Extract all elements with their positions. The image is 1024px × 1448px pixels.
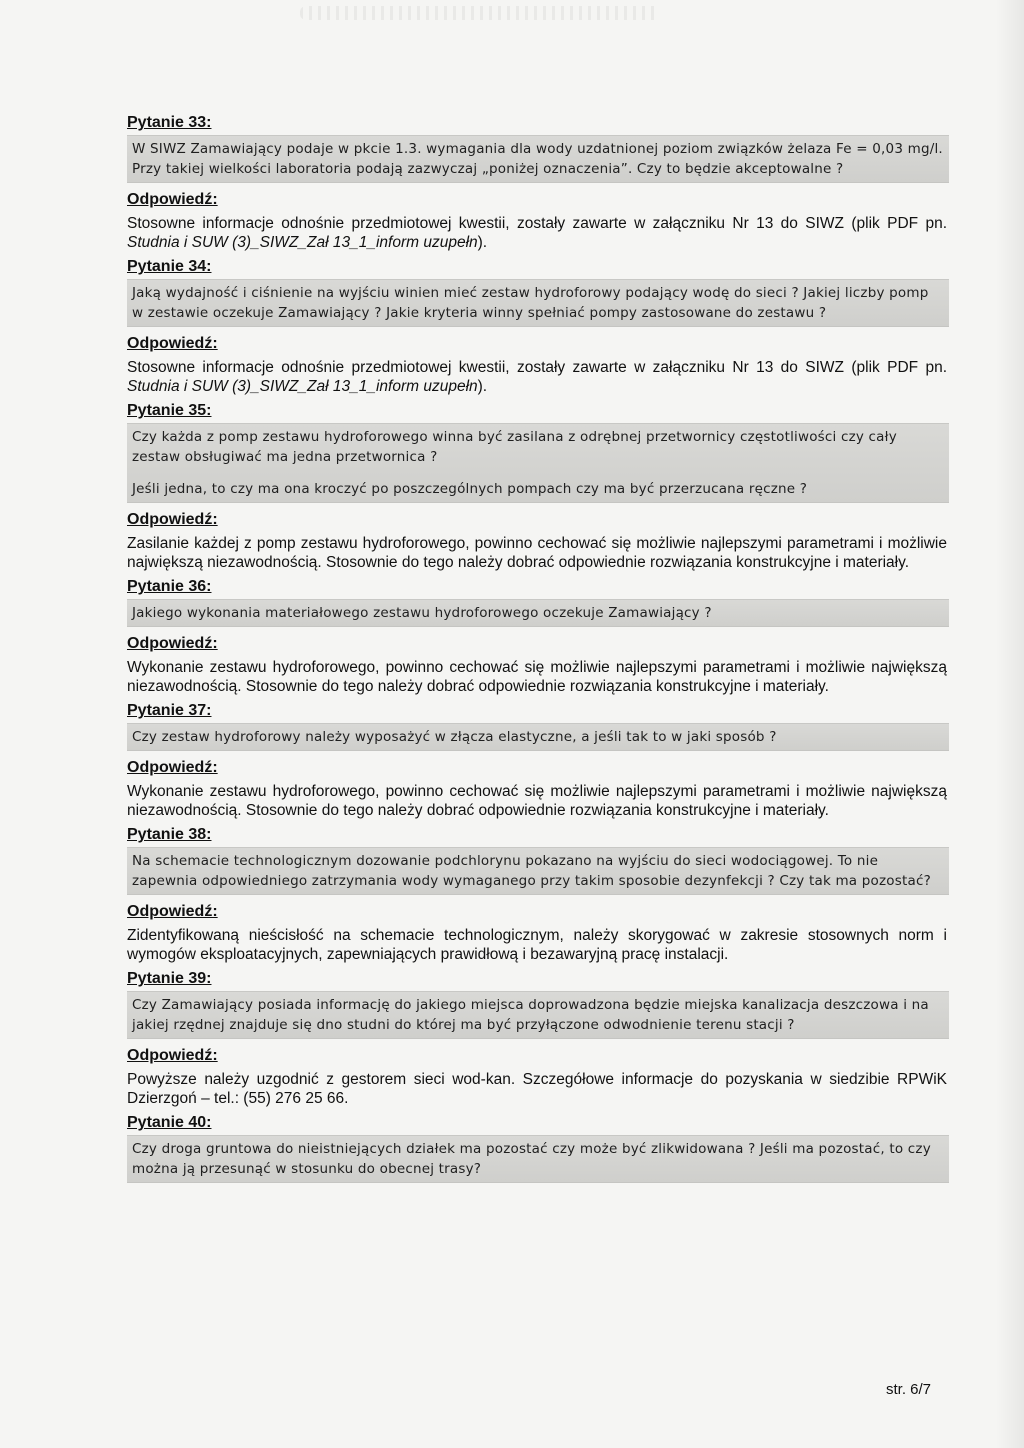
- question-label: Pytanie 39:: [127, 970, 212, 987]
- answer-text: Wykonanie zestawu hydroforowego, powinno cechować się możliwie najlepszymi parametrami i możliwie największą niezawodnością. Stosownie do tego należy dobrać odpowiednie rozwiązania konstrukcyjne i materiały.: [127, 659, 947, 695]
- answer-label: Odpowiedź:: [127, 759, 218, 776]
- scan-artifact: [300, 6, 660, 20]
- qa-item: [127, 112, 947, 252]
- answer-label: Odpowiedź:: [127, 635, 218, 652]
- scan-edge-shadow: [996, 0, 1024, 1448]
- question-label: Pytanie 38:: [127, 826, 212, 843]
- question-text: Jaką wydajność i ciśnienie na wyjściu winien mieć zestaw hydroforowy podający wodę do sieci ? Jakiej liczby pomp w zestawie oczekuje Zamawiający ? Jakie kryteria winny spełniać pompy zastosowane do zestawu ?: [132, 285, 929, 321]
- qa-item: [127, 576, 947, 696]
- question-label: Pytanie 37:: [127, 702, 212, 719]
- answer-label: Odpowiedź:: [127, 1047, 218, 1064]
- question-box: [127, 279, 949, 327]
- qa-item: [127, 256, 947, 396]
- answer-label: Odpowiedź:: [127, 511, 218, 528]
- question-box: [127, 135, 949, 183]
- question-text: Na schemacie technologicznym dozowanie podchlorynu pokazano na wyjściu do sieci wodociągowej. To nie zapewnia odpowiedniego zatrzymania wody wymaganego przy takim sposobie dezynfekcji ? Czy tak ma pozostać?: [132, 853, 931, 889]
- qa-item: [127, 400, 947, 572]
- answer-label: Odpowiedź:: [127, 335, 218, 352]
- answer-text: Powyższe należy uzgodnić z gestorem sieci wod-kan. Szczegółowe informacje do pozyskania w siedzibie RPWiK Dzierzgoń – tel.: (55) 276 25 66.: [127, 1071, 947, 1107]
- answer-text: Stosowne informacje odnośnie przedmiotowej kwestii, zostały zawarte w załączniku Nr 13 do SIWZ (plik PDF pn. Studnia i SUW (3)_SIWZ_Zał 13_1_inform uzupełn).: [127, 359, 947, 395]
- question-text: Czy droga gruntowa do nieistniejących działek ma pozostać czy może być zlikwidowana ? Jeśli ma pozostać, to czy można ją przesunąć w stosunku do obecnej trasy?: [132, 1141, 931, 1177]
- qa-item: [127, 968, 947, 1108]
- question-label: Pytanie 40:: [127, 1114, 212, 1131]
- question-box: [127, 599, 949, 627]
- question-box: [127, 1135, 949, 1183]
- question-box: [127, 847, 949, 895]
- question-text: W SIWZ Zamawiający podaje w pkcie 1.3. wymagania dla wody uzdatnionej poziom związków żelaza Fe = 0,03 mg/l. Przy takiej wielkości laboratoria podają zazwyczaj „poniżej oznaczenia”. Czy to będzie akceptowalne ?: [132, 141, 943, 177]
- answer-text: Wykonanie zestawu hydroforowego, powinno cechować się możliwie najlepszymi parametrami i możliwie największą niezawodnością. Stosownie do tego należy dobrać odpowiednie rozwiązania konstrukcyjne i materiały.: [127, 783, 947, 819]
- question-box: [127, 423, 949, 503]
- question-label: Pytanie 36:: [127, 578, 212, 595]
- question-text: Jeśli jedna, to czy ma ona kroczyć po poszczególnych pompach czy ma być przerzucana ręczne ?: [132, 481, 808, 497]
- question-label: Pytanie 33:: [127, 114, 212, 131]
- answer-text: Stosowne informacje odnośnie przedmiotowej kwestii, zostały zawarte w załączniku Nr 13 do SIWZ (plik PDF pn. Studnia i SUW (3)_SIWZ_Zał 13_1_inform uzupełn).: [127, 215, 947, 251]
- answer-text: Zasilanie każdej z pomp zestawu hydroforowego, powinno cechować się możliwie najlepszymi parametrami i możliwie największą niezawodnością. Stosownie do tego należy dobrać odpowiednie rozwiązania konstrukcyjne i materiały.: [127, 535, 947, 571]
- page-number: str. 6/7: [886, 1381, 932, 1398]
- qa-content: [127, 112, 947, 1189]
- answer-label: Odpowiedź:: [127, 191, 218, 208]
- qa-item: [127, 700, 947, 820]
- answer-label: Odpowiedź:: [127, 903, 218, 920]
- question-text: Czy każda z pomp zestawu hydroforowego winna być zasilana z odrębnej przetwornicy częstotliwości czy cały zestaw obsługiwać ma jedna przetwornica ?: [132, 429, 897, 465]
- question-label: Pytanie 34:: [127, 258, 212, 275]
- question-box: [127, 723, 949, 751]
- question-text: Czy zestaw hydroforowy należy wyposażyć w złącza elastyczne, a jeśli tak to w jaki sposób ?: [132, 729, 777, 745]
- question-box: [127, 991, 949, 1039]
- question-text: Jakiego wykonania materiałowego zestawu hydroforowego oczekuje Zamawiający ?: [132, 605, 712, 621]
- question-text: Czy Zamawiający posiada informację do jakiego miejsca doprowadzona będzie miejska kanalizacja deszczowa i na jakiej rzędnej znajduje się dno studni do której ma być przyłączone odwodnienie terenu stacji ?: [132, 997, 929, 1033]
- question-label: Pytanie 35:: [127, 402, 212, 419]
- answer-text: Zidentyfikowaną nieścisłość na schemacie technologicznym, należy skorygować w zakresie stosownych norm i wymogów eksploatacyjnych, zapewniających prawidłową i bezawaryjną pracę instalacji.: [127, 927, 947, 963]
- qa-item: [127, 824, 947, 964]
- qa-item: [127, 1112, 947, 1183]
